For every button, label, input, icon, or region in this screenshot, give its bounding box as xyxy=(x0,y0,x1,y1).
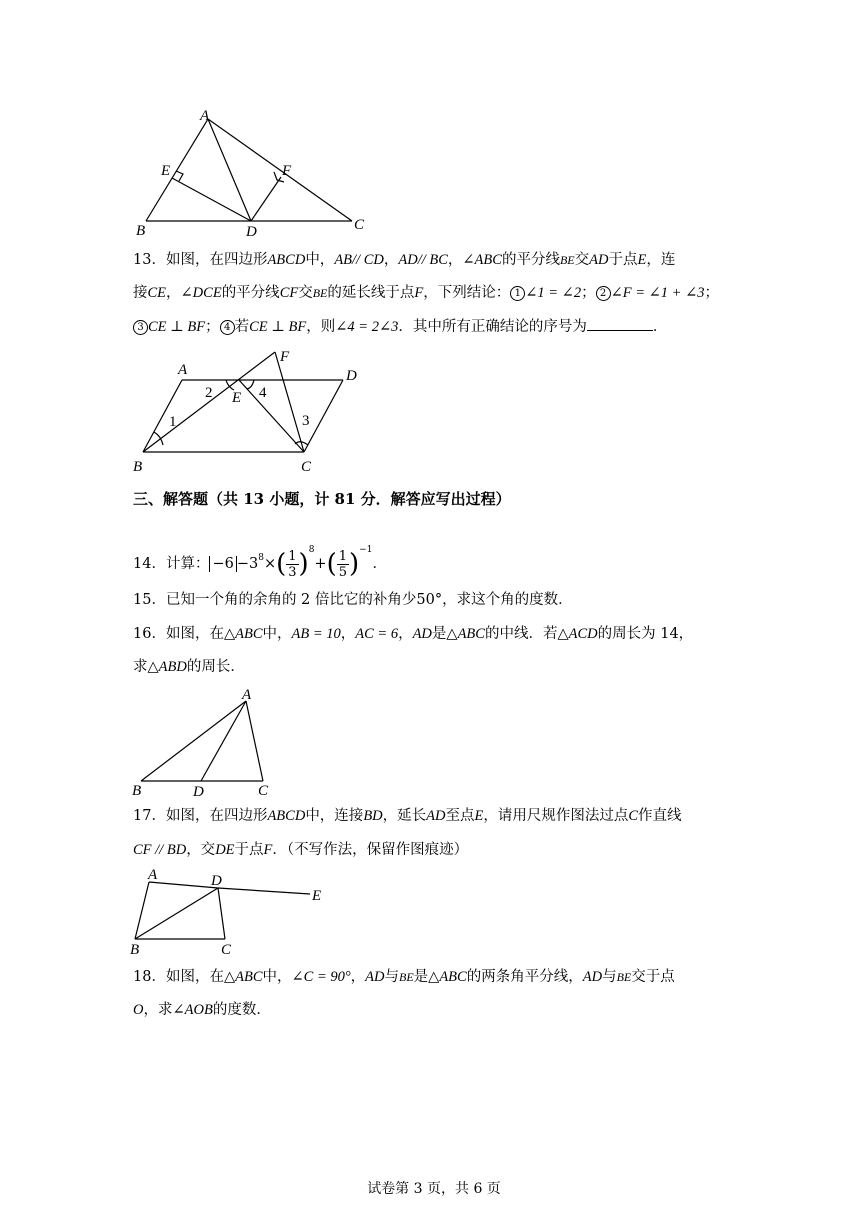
q17-fig-label-e: E xyxy=(312,888,322,904)
circled-number-4: 4 xyxy=(220,320,235,335)
q18-number: 18． xyxy=(133,969,166,985)
q13-fig-label-c: C xyxy=(301,459,312,475)
q12-label-f: F xyxy=(282,163,292,179)
q17-fig-label-c: C xyxy=(221,942,232,958)
q13-fig-label-b: B xyxy=(133,459,143,475)
q15-number: 15． xyxy=(133,592,166,608)
q13-fig-label-e: E xyxy=(232,390,242,406)
q16-number: 16． xyxy=(133,626,166,642)
q16-triangle-figure xyxy=(128,683,288,798)
q17-line-2: CF // BD，交DE于点F．（不写作法，保留作图痕迹） xyxy=(133,842,469,858)
q17-fig-label-d: D xyxy=(211,873,222,889)
q14-line: 14．计算： $-6 -3^8\times$( $\frac{1}{3}$ )$^8$+( $\frac{1}{5}$ )$^{-1}$． xyxy=(133,545,387,580)
q17-line-1: 17．如图，在四边形ABCD中，连接BD，延长AD至点E，请用尺规作图法过点C作直线 xyxy=(133,808,682,824)
fraction-one-third: $\frac{1}{3}$ xyxy=(288,548,297,580)
q16-line-2: 求△ABD的周长． xyxy=(133,659,245,675)
q13-fig-label-a: A xyxy=(178,362,188,378)
q16-line-1: 16．如图，在△ABC中，AB = 10，AC = 6，AD是△ABC的中线．若△ACD的周长为 14， xyxy=(133,626,694,642)
q13-fig-label-1: 1 xyxy=(169,414,177,430)
q12-triangle-figure xyxy=(130,105,380,240)
circled-number-3: 3 xyxy=(133,320,148,335)
q13-fig-label-4: 4 xyxy=(259,385,267,401)
q17-number: 17． xyxy=(133,808,166,824)
q13-fig-label-f: F xyxy=(280,349,290,365)
q13-line-3: 3 CE ⊥ BF； 4 若CE ⊥ BF，则∠4 = 2∠3．其中所有正确结论的序号为 ． xyxy=(133,316,667,337)
q17-fig-label-a: A xyxy=(148,867,158,883)
fraction-one-fifth: $\frac{1}{5}$ xyxy=(338,548,348,580)
q16-fig-label-a: A xyxy=(242,687,252,703)
q13-line-1: 13．如图，在四边形ABCD中，AB// CD，AD// BC，∠ABC的平分线BE交AD于点E，连 xyxy=(133,252,676,268)
q12-label-b: B xyxy=(136,223,146,239)
q13-fig-label-3: 3 xyxy=(302,413,310,429)
page-footer: 试卷第 3 页，共 6 页 xyxy=(367,1181,501,1197)
section-3-heading: 三、解答题（共 13 小题，计 81 分．解答应写出过程） xyxy=(133,490,511,508)
q13-fig-label-d: D xyxy=(346,368,357,384)
circled-number-2: 2 xyxy=(596,286,611,301)
answer-blank[interactable] xyxy=(587,316,653,331)
q18-line-2: O，求∠AOB的度数． xyxy=(133,1002,271,1018)
q18-line-1: 18．如图，在△ABC中，∠C = 90°，AD与BE是△ABC的两条角平分线，AD与BE交于点 xyxy=(133,969,675,985)
q13-number: 13． xyxy=(133,252,166,268)
q13-line-2: 接CE，∠DCE的平分线CF交BE的延长线于点F，下列结论： 1 ∠1 = ∠2； 2 ∠F = ∠1 + ∠3； xyxy=(133,285,719,301)
circled-number-1: 1 xyxy=(510,286,525,301)
q14-number: 14． xyxy=(133,556,166,572)
q12-label-e: E xyxy=(161,163,171,179)
q13-fig-label-2: 2 xyxy=(205,385,213,401)
q12-label-a: A xyxy=(200,108,210,124)
q16-fig-label-b: B xyxy=(132,783,142,798)
q12-label-d: D xyxy=(246,224,257,240)
q13-parallelogram-figure xyxy=(128,345,378,480)
q17-fig-label-b: B xyxy=(130,942,140,958)
q12-label-c: C xyxy=(354,217,365,233)
q15-line: 15．已知一个角的余角的 2 倍比它的补角少50°，求这个角的度数． xyxy=(133,592,573,608)
q16-fig-label-d: D xyxy=(193,784,204,798)
q17-quadrilateral-figure xyxy=(125,865,335,960)
q16-fig-label-c: C xyxy=(258,783,269,798)
